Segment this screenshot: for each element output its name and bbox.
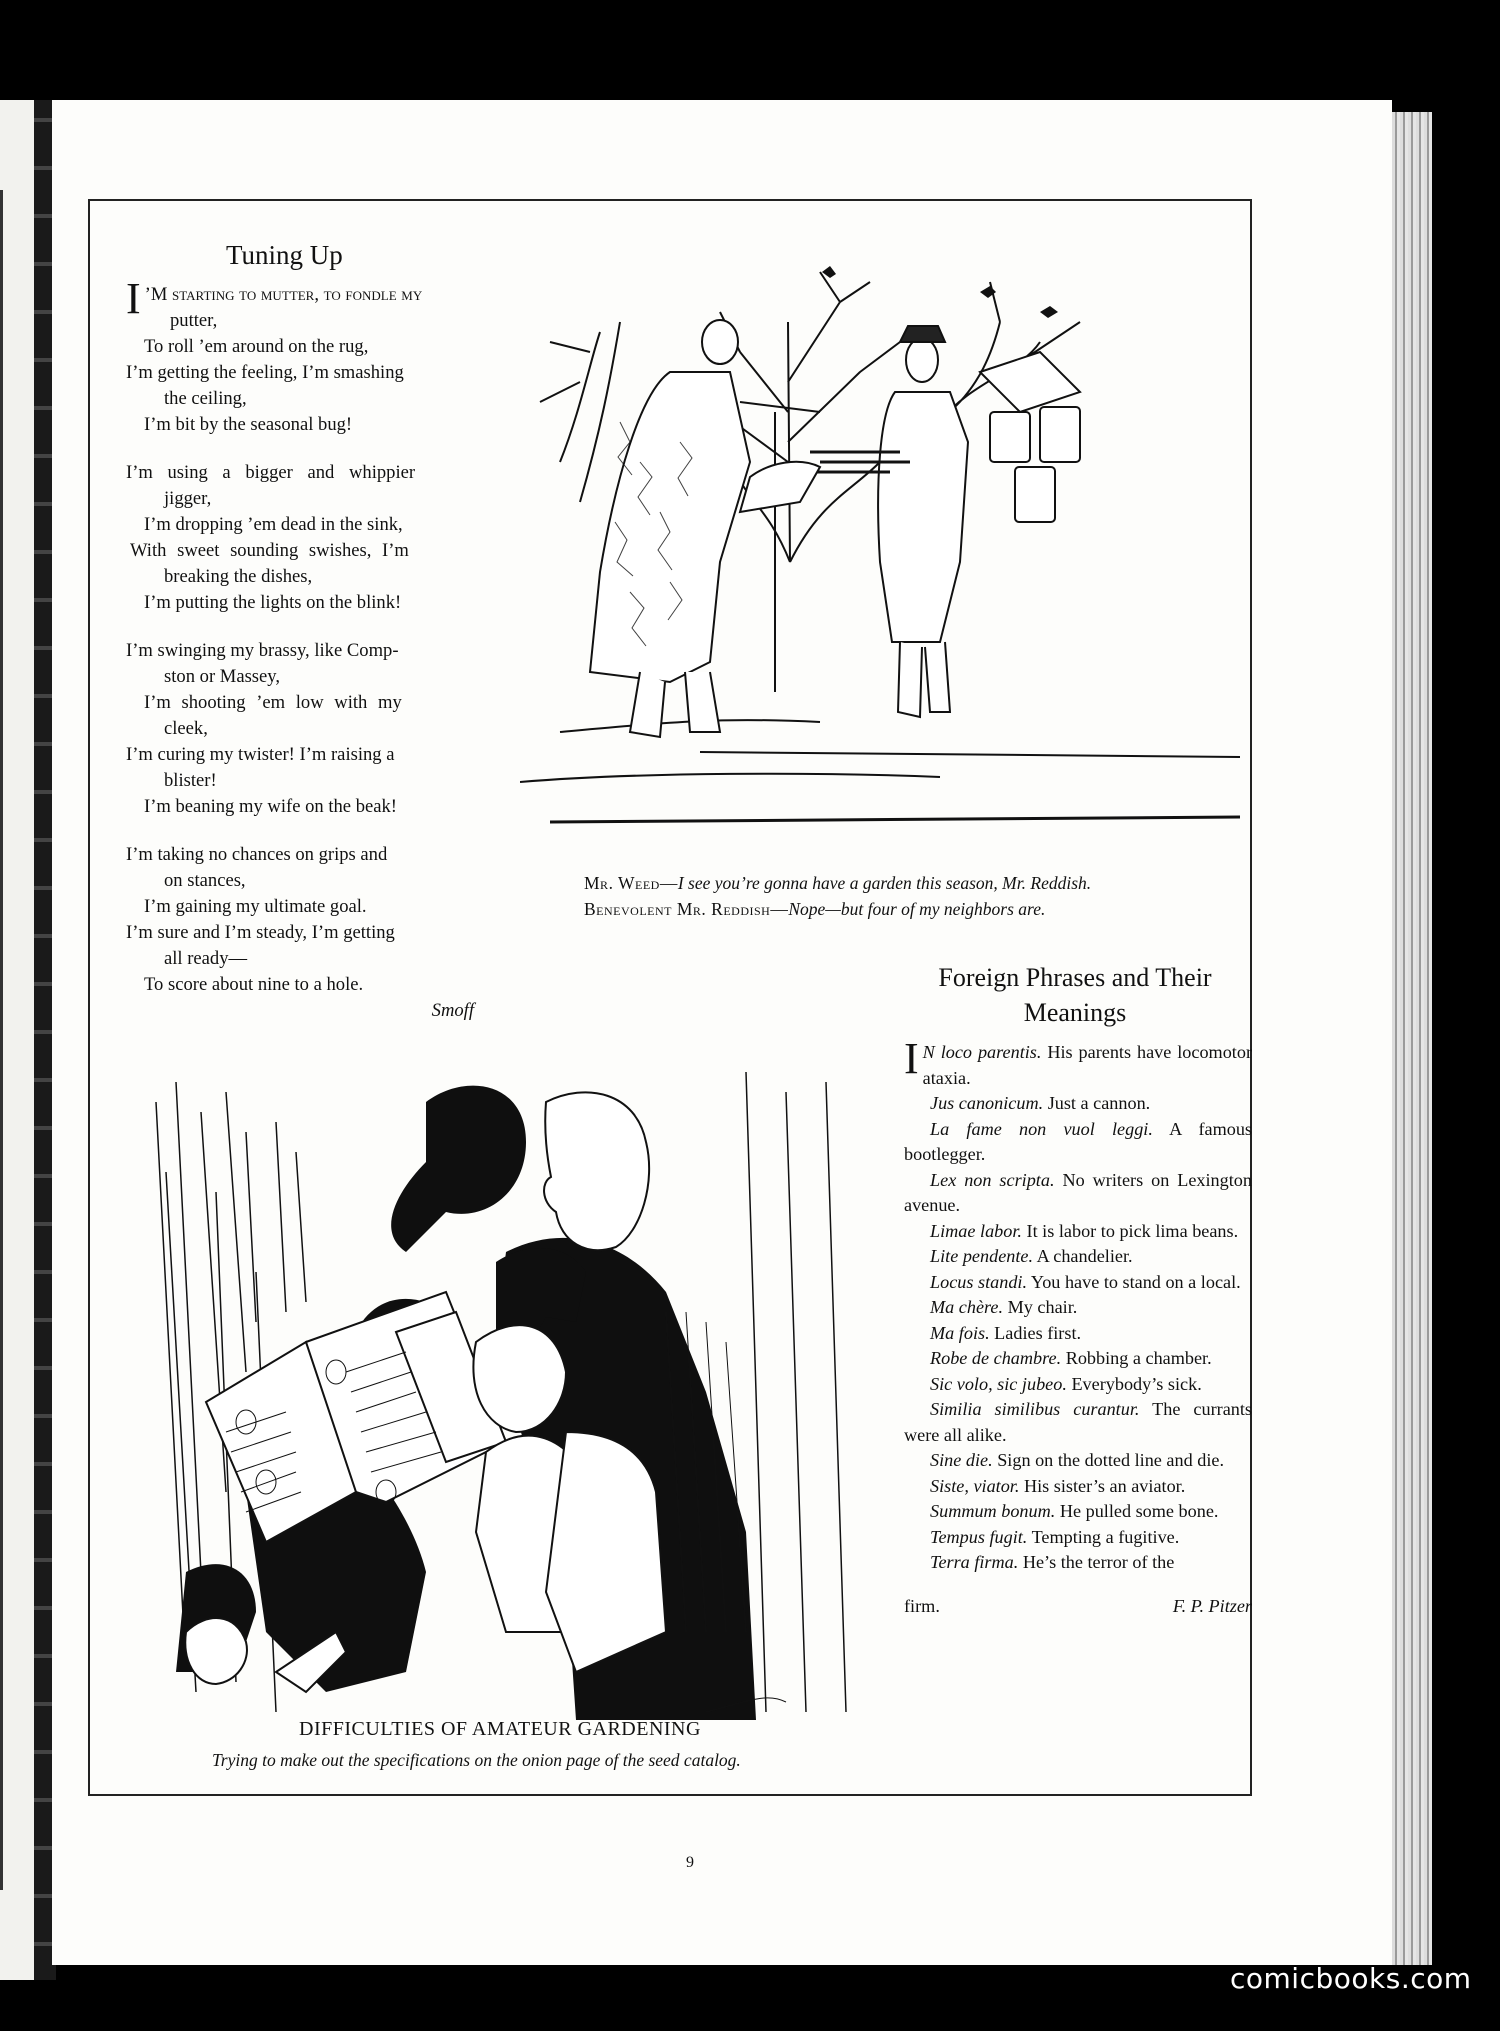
caption-line-2: Benevolent Mr. Reddish—Nope—but four of my neighbors are.: [584, 899, 1046, 919]
poem-line: cleek,: [164, 718, 208, 739]
phrase-entry: I N loco parentis. His parents have locomotor ataxia.: [904, 1034, 1252, 1088]
poem-dropcap: I: [126, 274, 141, 323]
poem-author: Smoff: [431, 1000, 474, 1021]
poem-line: I’m gaining my ultimate goal.: [144, 896, 367, 917]
page-edges: [1392, 112, 1432, 1965]
poem-line: I’m curing my twister! I’m raising a: [126, 744, 395, 765]
phrase-entry: Similia similibus curantur. The currants were all alike.: [904, 1399, 1252, 1445]
poem-stanza: [126, 638, 474, 820]
poem-line: I’m dropping ’em dead in the sink,: [144, 514, 403, 535]
caption-line-1: Mr. Weed—I see you’re gonna have a garden this season, Mr. Reddish.: [584, 873, 1092, 893]
phrases-author: F. P. Pitzer: [1172, 1595, 1252, 1616]
phrase-entry: Lex non scripta. No writers on Lexington avenue.: [904, 1169, 1252, 1215]
poem-line: ston or Massey,: [164, 666, 281, 687]
poem-line: jigger,: [164, 488, 212, 509]
poem-stanza: [126, 274, 474, 438]
phrase-entry: Limae labor. It is labor to pick lima beans.: [930, 1220, 1239, 1241]
phrase-entry: Robe de chambre. Robbing a chamber.: [930, 1348, 1212, 1368]
phrase-entry: Siste, viator. His sister’s an aviator.: [930, 1475, 1186, 1496]
phrase-entry: Locus standi. You have to stand on a local.: [930, 1271, 1241, 1292]
poem-line: I’m taking no chances on grips and: [126, 844, 388, 865]
facing-page-rule: [0, 190, 3, 1890]
foreign-phrases-title: [900, 960, 1250, 1030]
phrase-entry: Tempus fugit. Tempting a fugitive.: [930, 1526, 1180, 1547]
watermark-text: comicbooks.com: [1230, 1962, 1472, 1995]
poem-line: To roll ’em around on the rug,: [144, 336, 369, 357]
poem-line: I’m getting the feeling, I’m smashing: [126, 362, 404, 383]
phrase-entry: Sine die. Sign on the dotted line and die.: [930, 1450, 1224, 1470]
poem-line: I’m swinging my brassy, like Comp-: [126, 640, 399, 661]
phrase-entry: Summum bonum. He pulled some bone.: [930, 1501, 1219, 1521]
phrase-entry: La fame non vuol leggi. A famous bootlegger.: [904, 1118, 1253, 1164]
poem-line: on stances,: [164, 870, 246, 891]
poem-line: To score about nine to a hole.: [144, 974, 364, 995]
poem-line: putter,: [170, 310, 218, 331]
poem-line: breaking the dishes,: [164, 566, 313, 587]
garden-cartoon-illustration: [520, 262, 1240, 842]
phrase-entry: Jus canonicum. Just a cannon.: [930, 1093, 1151, 1113]
phrase-entry: Lite pendente. A chandelier.: [930, 1246, 1133, 1266]
top-cartoon-caption: [584, 870, 1244, 922]
bottom-cartoon-caption: Trying to make out the specifications on the onion page of the seed catalog.: [212, 1750, 741, 1770]
phrase-entry-last-line: firm. F. P. Pitzer: [904, 1594, 1252, 1620]
poem-line: I’m shooting ’em low with my: [144, 692, 402, 713]
poem-line: I’m sure and I’m steady, I’m getting: [126, 922, 395, 943]
poem-line: the ceiling,: [164, 388, 247, 409]
page-number: 9: [686, 1854, 694, 1871]
poem-line: I’m beaning my wife on the beak!: [144, 796, 397, 817]
poem-stanza: [126, 842, 474, 1024]
poem-stanza: [126, 460, 474, 616]
phrase-entry: Ma chère. My chair.: [930, 1297, 1078, 1317]
phrase-entry: Ma fois. Ladies first.: [930, 1322, 1082, 1343]
poem-line: blister!: [164, 770, 217, 791]
foreign-phrases-list: [904, 1034, 1253, 1637]
poem-body: [126, 274, 474, 1046]
phrase-entry: Sic volo, sic jubeo. Everybody’s sick.: [930, 1373, 1202, 1394]
poem-line: I’m putting the lights on the blink!: [144, 592, 402, 613]
phrase-dropcap: I: [904, 1034, 919, 1083]
phrase-entry: Terra firma. He’s the terror of the: [930, 1552, 1175, 1572]
foreign-phrases-title-line-1: Foreign Phrases and Their: [938, 963, 1212, 992]
poem-line: I ’M starting to mutter, to fondle my: [126, 274, 423, 323]
bottom-cartoon-title: DIFFICULTIES OF AMATEUR GARDENING: [299, 1718, 701, 1740]
poem-line: I’m using a bigger and whippier: [126, 462, 416, 483]
poem-line: all ready—: [164, 948, 248, 969]
poem-title: Tuning Up: [226, 240, 343, 270]
gardening-catalog-cartoon-illustration: [146, 1072, 866, 1720]
foreign-phrases-title-line-2: Meanings: [1023, 998, 1127, 1027]
poem-line: I’m bit by the seasonal bug!: [144, 414, 353, 435]
poem-line: With sweet sounding swishes, I’m: [130, 540, 409, 561]
